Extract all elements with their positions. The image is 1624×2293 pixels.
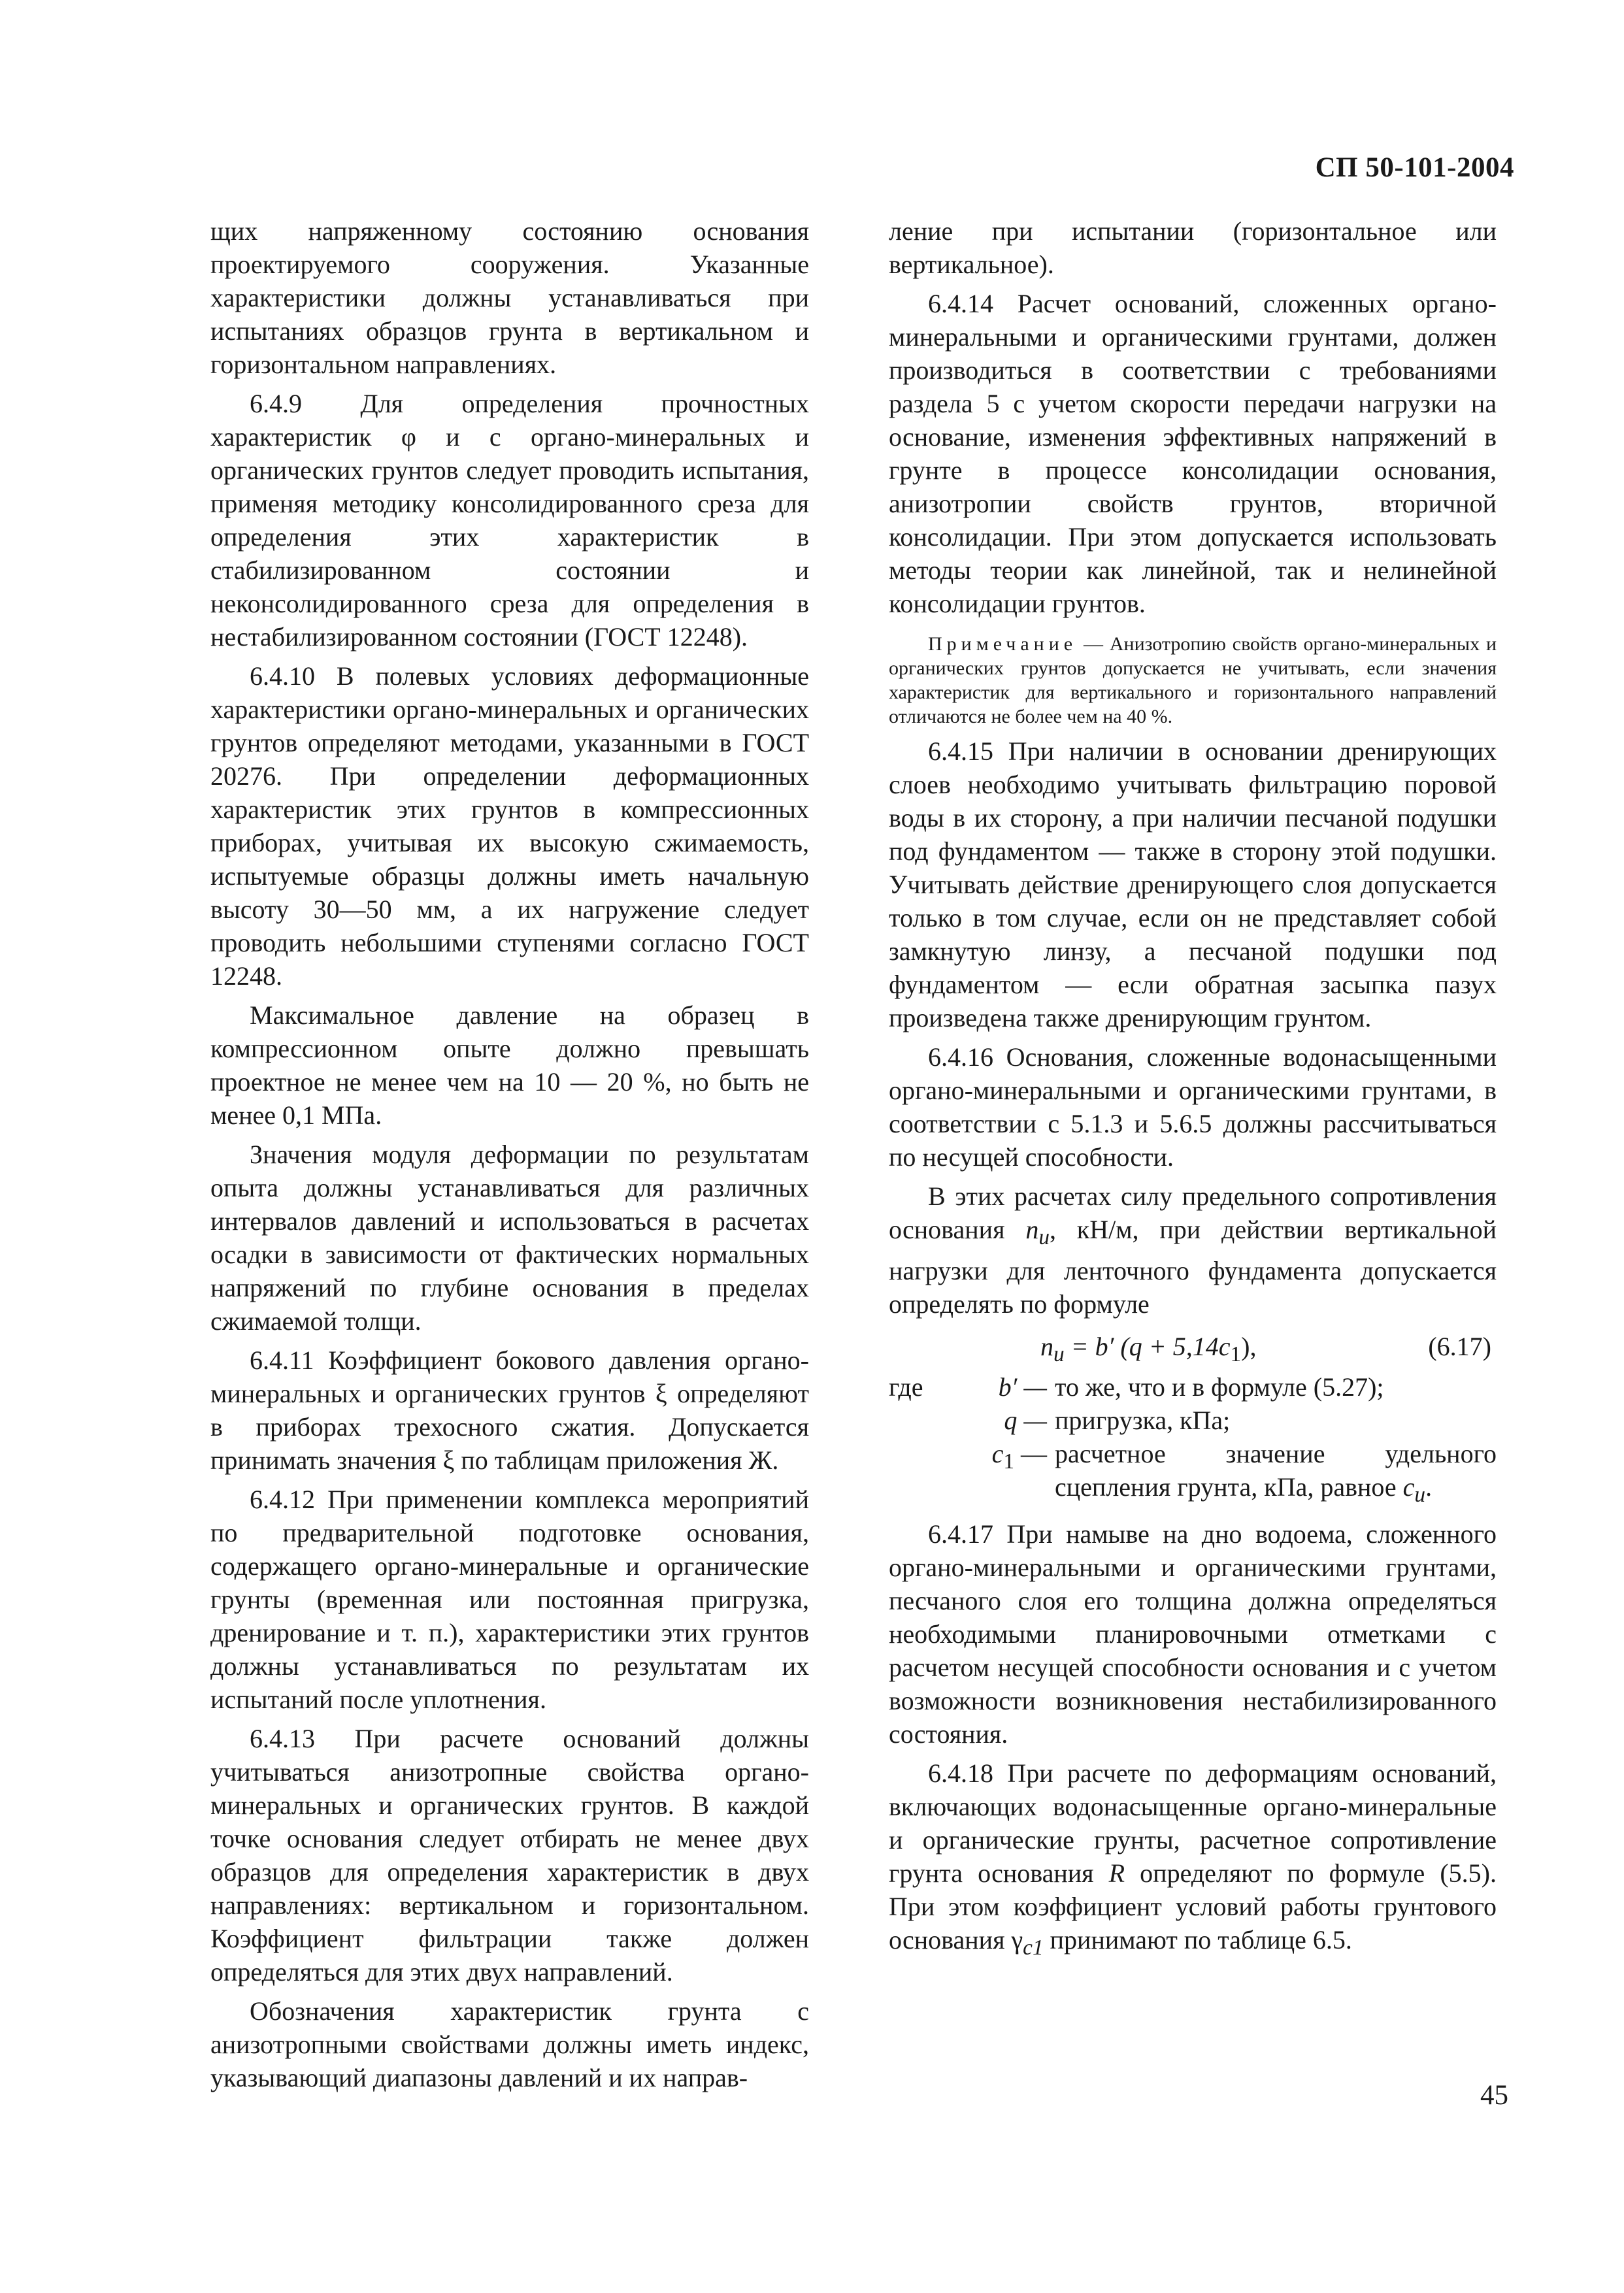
paragraph-bearing-capacity: В этих расчетах силу предельного сопротивления основания $n_u$, кН/м, при действии вертикальной нагрузки для ленточного фундамента допускается определять по формуле	[889, 1181, 1497, 1319]
where-list	[889, 1370, 1497, 1511]
paragraph-max-pressure: Максимальное давление на образец в компрессионном опыте должно превышать проектное не менее чем на 10 — 20 %, но быть не менее 0,1 МПа.	[210, 1000, 809, 1130]
paragraph-6-4-10: 6.4.10 В полевых условиях деформационные характеристики органо-минеральных и органических грунтов определяют методами, указанными в ГОСТ 20276. При определении деформационных характеристик этих грунтов в компрессионных приборах, учитывая их высокую сжимаемость, испытуемые образцы должны иметь начальную высоту 30—50 мм, а их нагружение следует проводить небольшими ступенями согласно ГОСТ 12248.	[210, 661, 809, 991]
note-text: — Анизотропию свойств органо-минеральных и органических грунтов допускается не учитывать, если значения характеристик для вертикального и горизонтального направлений отличаются не более чем на 40 %.	[889, 633, 1497, 727]
formula-6-17	[889, 1330, 1497, 1364]
paragraph-6-4-14: 6.4.14 Расчет оснований, сложенных органо-минеральными и органическими грунтами, должен производиться в соответствии с требованиями раздела 5 с учетом скорости передачи нагрузки на основание, изменения эффективных напряжений в грунте в процессе консолидации основания, анизотропии свойств грунтов, вторичной консолидации. При этом допускается использовать методы теории как линейной, так и нелинейной консолидации грунтов.	[889, 289, 1497, 618]
formula-expression: $n_u = b'$ $(q + 5,14c_1)$,	[1040, 1332, 1257, 1366]
symbol-n: n	[1025, 1215, 1039, 1244]
paragraph-6-4-11: 6.4.11 Коэффициент бокового давления органо-минеральных и органических грунтов ξ определяют в приборах трехосного сжатия. Допускается принимать значения ξ по таблицам приложения Ж.	[210, 1345, 809, 1475]
where-row-c1: $c_1$ — расчетное значение удельного сцепления грунта, кПа, равное $c_u$.	[991, 1439, 1497, 1507]
where-row-b: где b′ — то же, что и в формуле (5.27);	[889, 1370, 1497, 1404]
document-code-header: СП 50-101-2004	[1315, 152, 1514, 183]
paragraph-continuation: щих напряженному состоянию основания проектируемого сооружения. Указанные характеристики должны устанавливаться при испытаниях образцов грунта в вертикальном и горизонтальном направлениях.	[210, 216, 809, 379]
note-label: Примечание	[928, 633, 1078, 655]
where-row-q: q — пригрузка, кПа;	[1004, 1406, 1231, 1435]
paragraph-6-4-9: 6.4.9 Для определения прочностных характеристик φ и c органо-минеральных и органических грунтов следует проводить испытания, применяя методику консолидированного среза для определения этих характеристик в стабилизированном состоянии и неконсолидированного среза для определения в нестабилизированном состоянии (ГОСТ 12248).	[210, 389, 810, 652]
right-column	[889, 214, 1497, 1964]
paragraph-6-4-13: 6.4.13 При расчете оснований должны учитываться анизотропные свойства органо-минеральных и органических грунтов. В каждой точке основания следует отбирать не менее двух образцов для определения характеристик в двух направлениях: вертикальном и горизонтальном. Коэффициент фильтрации также должен определяться для этих двух направлений.	[210, 1724, 809, 1987]
note	[889, 632, 1497, 729]
where-label: где	[889, 1372, 923, 1402]
paragraph-deformation-modulus: Значения модуля деформации по результатам опыта должны устанавливаться для различных интервалов давлений и использоваться в расчетах осадки в зависимости от фактических нормальных напряжений по глубине основания в пределах сжимаемой толщи.	[210, 1140, 809, 1336]
paragraph-6-4-15: 6.4.15 При наличии в основании дренирующих слоев необходимо учитывать фильтрацию поровой воды в их сторону, а при наличии песчаной подушки под фундаментом — также в сторону этой подушки. Учитывать действие дренирующего слоя допускается только в том случае, если он не представляет собой замкнутую линзу, а песчаной подушки под фундаментом — если обратная засыпка пазух произведена также дренирующим грунтом.	[889, 736, 1497, 1032]
paragraph-6-4-18: 6.4.18 При расчете по деформациям оснований, включающих водонасыщенные органо-минеральные и органические грунты, расчетное сопротивление грунта основания R определяют по формуле (5.5). При этом коэффициент условий работы грунтового основания $\gamma_{c1}$ принимают по таблице 6.5.	[889, 1758, 1497, 1960]
formula-number: (6.17)	[1428, 1332, 1491, 1361]
page-number: 45	[1480, 2080, 1508, 2111]
paragraph-continuation-right: ление при испытании (горизонтальное или вертикальное).	[889, 216, 1497, 279]
left-column	[210, 214, 809, 2094]
paragraph-6-4-17: 6.4.17 При намыве на дно водоема, сложенного органо-минеральными и органическими грунтами, песчаного слоя его толщина должна определяться необходимыми планировочными отметками с расчетом несущей способности основания и с учетом возможности возникновения нестабилизированного состояния.	[889, 1519, 1497, 1749]
paragraph-anisotropic-notation: Обозначения характеристик грунта с анизотропными свойствами должны иметь индекс, указывающий диапазоны давлений и их направ-	[210, 1996, 809, 2092]
paragraph-6-4-16: 6.4.16 Основания, сложенные водонасыщенными органо-минеральными и органическими грунтами, в соответствии с 5.1.3 и 5.6.5 должны рассчитываться по несущей способности.	[889, 1042, 1497, 1172]
paragraph-6-4-12: 6.4.12 При применении комплекса мероприятий по предварительной подготовке основания, содержащего органо-минеральные и органические грунты (временная или постоянная пригрузка, дренирование и т. п.), характеристики этих грунтов должны устанавливаться по результатам их испытаний после уплотнения.	[210, 1485, 809, 1714]
